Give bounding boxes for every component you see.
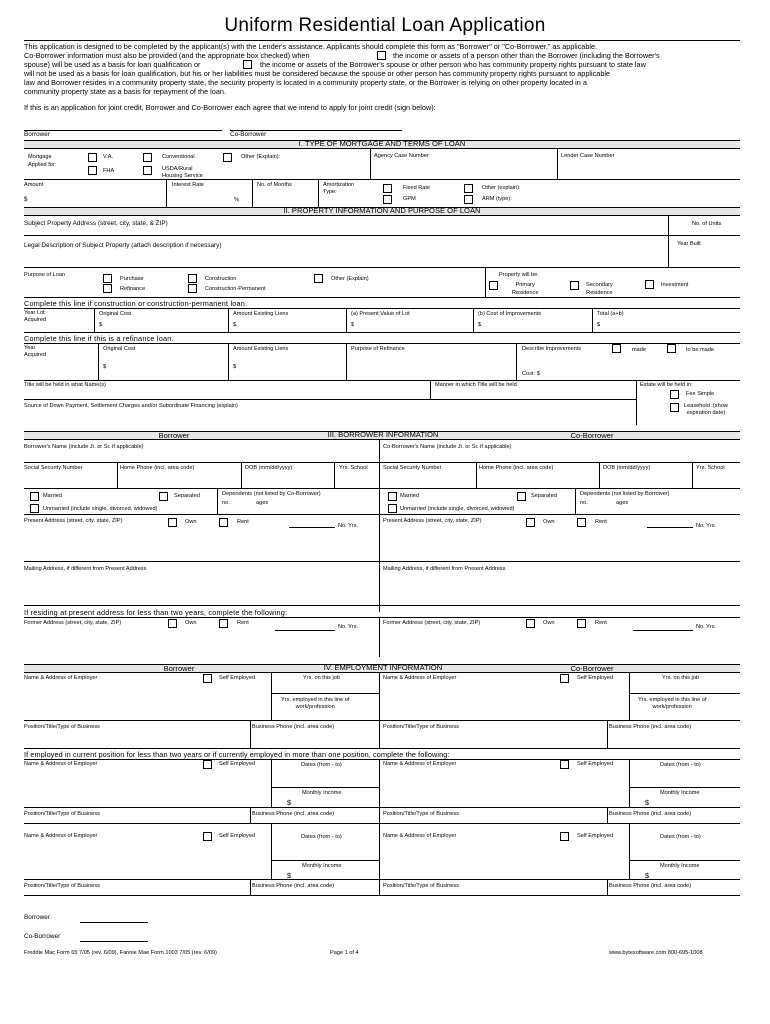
fee-simple-label: Fee Simple xyxy=(686,391,715,397)
borrower-no-yrs-line[interactable] xyxy=(289,527,335,528)
divider xyxy=(228,308,229,332)
coborrower-monthly-income3-dollar: $ xyxy=(645,871,650,880)
section-4-coborrower-heading: Co-Borrower xyxy=(570,664,614,673)
intro-line-8: community property state as a basis for repayment of the loan. xyxy=(24,87,226,96)
borrower-yrs-job-label: Yrs. on this job xyxy=(303,675,340,681)
borrower-self-employed-label: Self Employed xyxy=(219,675,256,681)
form-title: Uniform Residential Loan Application xyxy=(224,15,546,36)
divider xyxy=(346,343,347,380)
refinance-checkbox[interactable] xyxy=(103,284,112,293)
lot-original-cost-label: Original Cost xyxy=(99,311,132,317)
coborrower-self-employed3-label: Self Employed xyxy=(577,833,614,839)
row-rule xyxy=(24,895,740,896)
divider xyxy=(599,462,600,488)
coborrower-own-checkbox[interactable] xyxy=(526,518,535,527)
intro-line-2: Co-Borrower information must also be provided (and the appropriate box checked) when xyxy=(24,51,310,60)
cost-improvements-dollar: $ xyxy=(478,322,482,328)
fha-label: FHA xyxy=(103,168,115,174)
va-label: V.A. xyxy=(103,154,114,160)
coborrower-separated-checkbox[interactable] xyxy=(517,492,526,501)
coborrower-married-checkbox[interactable] xyxy=(388,492,397,501)
section-1-title: I. TYPE OF MORTGAGE AND TERMS OF LOAN xyxy=(298,139,466,148)
arm-checkbox[interactable] xyxy=(464,195,473,204)
coborrower-monthly-income3-label: Monthly Income xyxy=(660,863,700,869)
divider xyxy=(166,179,167,207)
coborrower-employer-label: Name & Address of Employer xyxy=(383,675,457,681)
leasehold-label: Leasehold (show expiration date) xyxy=(684,403,728,416)
coborrower-business-phone3-label: Business Phone (incl. area code) xyxy=(609,883,692,889)
coborrower-employer3-label: Name & Address of Employer xyxy=(383,833,457,839)
divider xyxy=(334,462,335,488)
bottom-borrower-initial-line[interactable] xyxy=(80,922,148,923)
fixed-rate-label: Fixed Rate xyxy=(403,185,431,191)
divider xyxy=(692,462,693,488)
row-rule xyxy=(24,879,740,880)
coborrower-dependents-no-label: no. xyxy=(580,500,588,506)
divider xyxy=(430,380,431,399)
row-rule xyxy=(24,748,740,749)
investment-checkbox[interactable] xyxy=(645,280,654,289)
divider xyxy=(117,462,118,488)
borrower-unmarried-checkbox[interactable] xyxy=(30,504,39,513)
borrower-business-phone3-label: Business Phone (incl. area code) xyxy=(252,883,335,889)
divider xyxy=(473,308,474,332)
mortgage-applied-for-label: Mortgage Applied for: xyxy=(28,154,57,168)
divider xyxy=(575,488,576,514)
lender-case-label: Lender Case Number xyxy=(561,153,615,159)
coborrower-liabilities-checkbox[interactable] xyxy=(243,60,252,69)
row-rule xyxy=(271,860,379,861)
lot-amount-liens-dollar: $ xyxy=(233,322,237,328)
section-4-borrower-heading: Borrower xyxy=(163,664,195,673)
row-rule xyxy=(24,759,740,760)
borrower-former-rent-label: Rent xyxy=(237,620,249,626)
section-4-title: IV. EMPLOYMENT INFORMATION xyxy=(323,663,443,672)
divider xyxy=(592,308,593,332)
section-3-coborrower-heading: Co-Borrower xyxy=(570,431,614,440)
coborrower-yrs-school-label: Yrs. School xyxy=(696,465,725,471)
borrower-dob-label: DOB (mm/dd/yyyy) xyxy=(245,465,293,471)
borrower-separated-checkbox[interactable] xyxy=(159,492,168,501)
intro-line-1: This application is designed to be completed by the applicant(s) with the Lender's assistance. Applicants should complete this form as "Borrower" or "Co-Borrower," as applicable. xyxy=(24,42,598,51)
total-label: Total (a+b) xyxy=(597,311,624,317)
coborrower-joint-signature-label: Co-Borrower xyxy=(230,131,267,138)
row-rule xyxy=(24,807,740,808)
coborrower-former-own-label: Own xyxy=(543,620,555,626)
coborrower-former-no-yrs-line[interactable] xyxy=(633,630,693,631)
borrower-yrs-school-label: Yrs. School xyxy=(339,465,368,471)
coborrower-dependents-ages-label: ages xyxy=(616,500,629,506)
va-checkbox[interactable] xyxy=(88,153,97,162)
row-rule xyxy=(24,823,740,824)
borrower-own-checkbox[interactable] xyxy=(168,518,177,527)
purpose-of-loan-label: Purpose of Loan xyxy=(24,272,66,278)
lot-amount-liens-label: Amount Existing Liens xyxy=(233,311,289,317)
borrower-employer-label: Name & Address of Employer xyxy=(24,675,98,681)
secondary-residence-checkbox[interactable] xyxy=(570,281,579,290)
borrower-separated-label: Separated xyxy=(174,493,200,499)
coborrower-position2-label: Position/Title/Type of Business xyxy=(383,811,459,817)
refi-original-cost-label: Original Cost xyxy=(103,346,136,352)
borrower-home-phone-label: Home Phone (incl. area code) xyxy=(120,465,195,471)
borrower-ssn-label: Social Security Number xyxy=(24,465,83,471)
less-two-years-line-label: If employed in current position for less than two years or if currently employed in more than one position, complete the following: xyxy=(24,750,450,759)
divider xyxy=(557,149,558,179)
total-dollar: $ xyxy=(597,322,601,328)
intro-line-3: the income or assets of a person other than the Borrower (including the Borrower's xyxy=(393,51,660,60)
borrower-present-address-label: Present Address (street, city, state, ZIP) xyxy=(24,518,123,524)
coborrower-monthly-income2-label: Monthly Income xyxy=(660,790,700,796)
coborrower-business-phone-label: Business Phone (incl. area code) xyxy=(609,724,692,730)
estate-held-label: Estate will be held in: xyxy=(640,382,693,388)
borrower-employer3-label: Name & Address of Employer xyxy=(24,833,98,839)
other-mortgage-checkbox[interactable] xyxy=(223,153,232,162)
joint-credit-text: If this is an application for joint credit, Borrower and Co-Borrower each agree that we intend to apply for joint credit (sign below): xyxy=(24,103,436,112)
intro-line-4: spouse) will be used as a basis for loan qualification or xyxy=(24,60,201,69)
divider xyxy=(318,179,319,207)
divider xyxy=(217,488,218,514)
coborrower-former-no-yrs-label: No. Yrs. xyxy=(696,624,717,630)
coborrower-self-employed-label: Self Employed xyxy=(577,675,614,681)
center-divider xyxy=(379,759,380,895)
row-rule xyxy=(24,297,740,298)
row-rule xyxy=(271,693,379,694)
refi-year-acquired-label: Year Acquired xyxy=(24,345,47,358)
coborrower-self-employed2-label: Self Employed xyxy=(577,761,614,767)
manner-title-label: Manner in which Title will be held xyxy=(435,382,517,388)
divider xyxy=(98,343,99,380)
borrower-position-label: Position/Title/Type of Business xyxy=(24,724,100,730)
coborrower-unmarried-checkbox[interactable] xyxy=(388,504,397,513)
bottom-borrower-label: Borrower xyxy=(24,914,50,921)
divider xyxy=(94,308,95,332)
conventional-label: Conventional xyxy=(162,154,195,160)
coborrower-position-label: Position/Title/Type of Business xyxy=(383,724,459,730)
row-rule xyxy=(629,693,740,694)
borrower-dependents-no-label: no. xyxy=(222,500,230,506)
no-units-label: No. of Units xyxy=(692,221,722,227)
borrower-yrs-line-label: Yrs. employed in this line of work/profession xyxy=(281,697,350,710)
property-will-be-label: Property will be: xyxy=(499,272,539,278)
interest-rate-pct: % xyxy=(234,197,239,203)
no-months-label: No. of Months xyxy=(257,182,292,188)
borrower-former-no-yrs-line[interactable] xyxy=(275,630,335,631)
row-rule xyxy=(24,617,740,618)
refi-amount-liens-dollar: $ xyxy=(233,364,237,370)
row-rule xyxy=(24,720,740,721)
divider xyxy=(668,216,669,235)
coborrower-former-rent-checkbox[interactable] xyxy=(577,619,586,628)
coborrower-dates3-label: Dates (from - to) xyxy=(660,834,701,840)
borrower-former-address-label: Former Address (street, city, state, ZIP) xyxy=(24,620,122,626)
row-rule xyxy=(24,267,740,268)
residing-line-label: If residing at present address for less than two years, complete the following: xyxy=(24,608,288,617)
other-amortization-label: Other (explain): xyxy=(482,185,521,191)
divider xyxy=(370,149,371,179)
improvements-to-be-made-checkbox[interactable] xyxy=(667,344,676,353)
coborrower-mailing-label: Mailing Address, if different from Present Address xyxy=(383,566,506,572)
borrower-rent-label: Rent xyxy=(237,519,249,525)
coborrower-self-employed2-checkbox[interactable] xyxy=(560,760,569,769)
title-names-label: Title will be held in what Name(s) xyxy=(24,382,106,388)
borrower-self-employed2-checkbox[interactable] xyxy=(203,760,212,769)
borrower-monthly-income3-dollar: $ xyxy=(287,871,292,880)
divider xyxy=(668,235,669,267)
row-rule xyxy=(629,860,740,861)
borrower-no-yrs-label: No. Yrs. xyxy=(338,523,359,529)
other-mortgage-label: Other (Explain): xyxy=(241,154,281,160)
leasehold-checkbox[interactable] xyxy=(670,403,679,412)
divider xyxy=(271,672,272,720)
row-rule xyxy=(24,308,740,309)
present-value-label: (a) Present Value of Lot xyxy=(351,311,410,317)
year-built-label: Year Built xyxy=(677,241,701,247)
bottom-coborrower-label: Co-Borrower xyxy=(24,933,61,940)
divider xyxy=(629,823,630,879)
refinance-label: Refinance xyxy=(120,286,146,292)
center-divider xyxy=(379,440,380,612)
borrower-monthly-income2-dollar: $ xyxy=(287,798,292,807)
divider xyxy=(250,879,251,895)
coborrower-rent-checkbox[interactable] xyxy=(577,518,586,527)
divider xyxy=(252,179,253,207)
borrower-employer2-label: Name & Address of Employer xyxy=(24,761,98,767)
divider xyxy=(636,380,637,425)
secondary-residence-label: Secondary Residence xyxy=(586,282,613,296)
borrower-business-phone2-label: Business Phone (incl. area code) xyxy=(252,811,335,817)
coborrower-income-checkbox[interactable] xyxy=(377,51,386,60)
primary-residence-label: Primary Residence xyxy=(512,282,539,296)
coborrower-dates2-label: Dates (from - to) xyxy=(660,762,701,768)
row-rule xyxy=(271,787,379,788)
fee-simple-checkbox[interactable] xyxy=(670,390,679,399)
primary-residence-checkbox[interactable] xyxy=(489,281,498,290)
subject-address-label: Subject Property Address (street, city, state, & ZIP) xyxy=(24,220,168,227)
gpm-label: GPM xyxy=(403,196,416,202)
borrower-married-label: Married xyxy=(43,493,62,499)
coborrower-own-label: Own xyxy=(543,519,555,525)
purchase-checkbox[interactable] xyxy=(103,274,112,283)
other-purpose-label: Other (Explain) xyxy=(331,276,369,282)
borrower-unmarried-label: Unmarried (include single, divorced, widowed) xyxy=(43,506,158,512)
coborrower-ssn-label: Social Security Number xyxy=(383,465,442,471)
divider xyxy=(346,308,347,332)
coborrower-present-address-label: Present Address (street, city, state, ZIP) xyxy=(383,518,482,524)
section-3-title: III. BORROWER INFORMATION xyxy=(327,430,439,439)
borrower-former-rent-checkbox[interactable] xyxy=(219,619,228,628)
borrower-self-employed3-label: Self Employed xyxy=(219,833,256,839)
improvements-to-be-made-label: to be made xyxy=(686,347,714,353)
construction-permanent-checkbox[interactable] xyxy=(188,284,197,293)
coborrower-former-own-checkbox[interactable] xyxy=(526,619,535,628)
divider xyxy=(228,343,229,380)
conventional-checkbox[interactable] xyxy=(143,153,152,162)
divider xyxy=(607,807,608,823)
coborrower-former-rent-label: Rent xyxy=(595,620,607,626)
divider xyxy=(607,720,608,748)
row-rule xyxy=(24,462,740,463)
borrower-married-checkbox[interactable] xyxy=(30,492,39,501)
arm-label: ARM (type): xyxy=(482,196,512,202)
divider xyxy=(250,720,251,748)
center-divider xyxy=(379,617,380,657)
purchase-label: Purchase xyxy=(120,276,144,282)
usda-checkbox[interactable] xyxy=(143,166,152,175)
coborrower-dob-label: DOB (mm/dd/yyyy) xyxy=(603,465,651,471)
interest-rate-label: Interest Rate xyxy=(172,182,205,188)
refinance-line-label: Complete this line if this is a refinance loan. xyxy=(24,334,174,343)
improvements-cost-label: Cost: $ xyxy=(522,371,540,377)
row-rule xyxy=(24,235,740,236)
coborrower-name-label: Co-Borrower's Name (include Jr. or Sr. if applicable) xyxy=(383,444,512,450)
refi-original-cost-dollar: $ xyxy=(103,364,107,370)
bottom-coborrower-initial-line[interactable] xyxy=(80,941,148,942)
improvements-made-checkbox[interactable] xyxy=(612,344,621,353)
construction-checkbox[interactable] xyxy=(188,274,197,283)
legal-description-label: Legal Description of Subject Property (attach description if necessary) xyxy=(24,242,222,249)
coborrower-yrs-line-label: Yrs. employed in this line of work/profession xyxy=(638,697,707,710)
borrower-joint-signature-label: Borrower xyxy=(24,131,50,138)
source-down-payment-label: Source of Down Payment, Settlement Charges and/or Subordinate Financing (explain) xyxy=(24,403,238,409)
amount-label: Amount xyxy=(24,182,44,188)
row-rule xyxy=(24,332,740,333)
center-divider xyxy=(379,672,380,748)
borrower-own-label: Own xyxy=(185,519,197,525)
divider xyxy=(271,823,272,879)
footer-form-numbers: Freddie Mac Form 65 7/05 (rev. 6/09), Fannie Mae Form 1003 7/05 (rev. 6/09) xyxy=(24,950,217,956)
borrower-dates3-label: Dates (from - to) xyxy=(301,834,342,840)
row-rule xyxy=(24,399,636,400)
borrower-self-employed-checkbox[interactable] xyxy=(203,674,212,683)
coborrower-separated-label: Separated xyxy=(531,493,557,499)
coborrower-self-employed3-checkbox[interactable] xyxy=(560,832,569,841)
coborrower-former-address-label: Former Address (street, city, state, ZIP) xyxy=(383,620,481,626)
borrower-monthly-income3-label: Monthly Income xyxy=(302,863,342,869)
construction-line-label: Complete this line if construction or construction-permanent loan. xyxy=(24,299,248,308)
coborrower-monthly-income2-dollar: $ xyxy=(645,798,650,807)
divider xyxy=(629,672,630,720)
borrower-former-no-yrs-label: No. Yrs. xyxy=(338,624,359,630)
coborrower-yrs-job-label: Yrs. on this job xyxy=(662,675,699,681)
purpose-refinance-label: Purpose of Refinance xyxy=(351,346,405,352)
gpm-checkbox[interactable] xyxy=(383,195,392,204)
divider xyxy=(485,267,486,297)
borrower-business-phone-label: Business Phone (incl. area code) xyxy=(252,724,335,730)
improvements-made-label: made xyxy=(632,347,646,353)
coborrower-business-phone2-label: Business Phone (incl. area code) xyxy=(609,811,692,817)
borrower-position3-label: Position/Title/Type of Business xyxy=(24,883,100,889)
divider xyxy=(516,343,517,380)
borrower-dependents-ages-label: ages xyxy=(256,500,269,506)
row-rule xyxy=(24,343,740,344)
intro-line-7: law and Borrower resides in a community property state, the security property is located in a community property state, or the Borrower is relying on other property located in a xyxy=(24,78,587,87)
present-value-dollar: $ xyxy=(351,322,355,328)
footer-page-number: Page 1 of 4 xyxy=(330,950,359,956)
divider xyxy=(241,462,242,488)
other-purpose-checkbox[interactable] xyxy=(314,274,323,283)
lot-original-cost-dollar: $ xyxy=(99,322,103,328)
borrower-dependents-label: Dependents (not listed by Co-Borrower) xyxy=(222,491,321,497)
row-rule xyxy=(24,514,740,515)
year-lot-acquired-label: Year Lot Acquired xyxy=(24,310,47,323)
borrower-self-employed3-checkbox[interactable] xyxy=(203,832,212,841)
title-rule xyxy=(24,40,740,41)
fixed-rate-checkbox[interactable] xyxy=(383,184,392,193)
section-2-title: II. PROPERTY INFORMATION AND PURPOSE OF LOAN xyxy=(283,206,481,215)
coborrower-married-label: Married xyxy=(400,493,419,499)
borrower-name-label: Borrower's Name (include Jr. or Sr. if applicable) xyxy=(24,444,144,450)
refi-amount-liens-label: Amount Existing Liens xyxy=(233,346,289,352)
investment-label: Investment xyxy=(661,282,689,288)
intro-line-6: will not be used as a basis for loan qualification, but his or her liabilities must be considered because the spouse or other person has community property rights pursuant to applicable xyxy=(24,69,611,78)
construction-permanent-label: Construction-Permanent xyxy=(205,286,266,292)
coborrower-no-yrs-line[interactable] xyxy=(647,527,693,528)
construction-label: Construction xyxy=(205,276,237,282)
row-rule xyxy=(629,787,740,788)
borrower-position2-label: Position/Title/Type of Business xyxy=(24,811,100,817)
coborrower-home-phone-label: Home Phone (incl. area code) xyxy=(479,465,554,471)
footer-website: www.bytesoftware.com 800-695-1008 xyxy=(609,950,703,956)
coborrower-position3-label: Position/Title/Type of Business xyxy=(383,883,459,889)
coborrower-self-employed-checkbox[interactable] xyxy=(560,674,569,683)
divider xyxy=(250,807,251,823)
borrower-self-employed2-label: Self Employed xyxy=(219,761,256,767)
amount-dollar: $ xyxy=(24,196,28,203)
borrower-former-own-checkbox[interactable] xyxy=(168,619,177,628)
section-3-borrower-heading: Borrower xyxy=(158,431,190,440)
coborrower-dependents-label: Dependents (not listed by Borrower) xyxy=(580,491,670,497)
borrower-dates2-label: Dates (from - to) xyxy=(301,762,342,768)
coborrower-no-yrs-label: No. Yrs. xyxy=(696,523,717,529)
row-rule xyxy=(24,380,740,381)
amortization-type-label: Amortization Type: xyxy=(323,182,355,195)
row-rule xyxy=(24,488,740,489)
usda-label: USDA/Rural Housing Service xyxy=(162,166,203,179)
borrower-rent-checkbox[interactable] xyxy=(219,518,228,527)
fha-checkbox[interactable] xyxy=(88,166,97,175)
row-rule xyxy=(24,179,740,180)
borrower-former-own-label: Own xyxy=(185,620,197,626)
row-rule xyxy=(24,605,740,606)
divider xyxy=(607,879,608,895)
divider xyxy=(629,759,630,807)
cost-improvements-label: (b) Cost of Improvements xyxy=(478,311,542,317)
borrower-monthly-income2-label: Monthly Income xyxy=(302,790,342,796)
coborrower-unmarried-label: Unmarried (include single, divorced, widowed) xyxy=(400,506,515,512)
intro-line-5: the income or assets of the Borrower's spouse or other person who has community property rights pursuant to state law xyxy=(260,60,646,69)
coborrower-employer2-label: Name & Address of Employer xyxy=(383,761,457,767)
coborrower-rent-label: Rent xyxy=(595,519,607,525)
row-rule xyxy=(24,561,740,562)
divider xyxy=(476,462,477,488)
describe-improvements-label: Describe Improvements xyxy=(522,346,582,352)
other-amortization-checkbox[interactable] xyxy=(464,184,473,193)
agency-case-label: Agency Case Number xyxy=(374,153,429,159)
borrower-joint-signature-line[interactable] xyxy=(24,130,222,131)
borrower-mailing-label: Mailing Address, if different from Present Address xyxy=(24,566,147,572)
divider xyxy=(271,759,272,807)
